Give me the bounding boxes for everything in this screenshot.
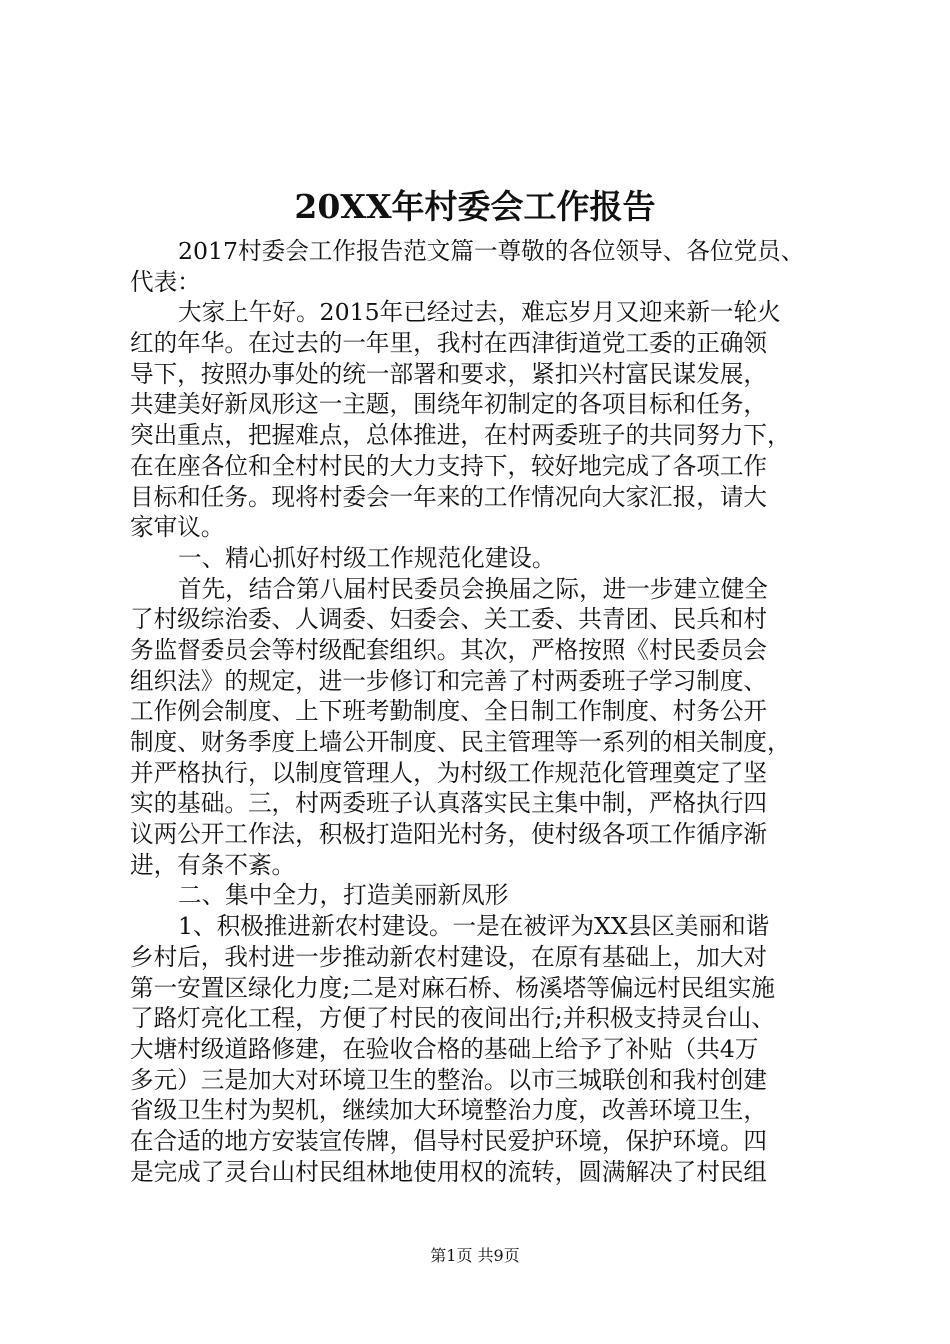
body-line: 突出重点，把握难点，总体推进，在村两委班子的共同努力下， xyxy=(130,421,791,450)
body-line: 代表： xyxy=(130,267,201,296)
body-line: 红的年华。在过去的一年里，我村在西津街道党工委的正确领 xyxy=(130,329,768,358)
body-line: 实的基础。三，村两委班子认真落实民主集中制，严格执行四 xyxy=(130,789,768,818)
body-line: 乡村后，我村进一步推动新农村建设，在原有基础上，加大对 xyxy=(130,942,768,971)
body-line: 议两公开工作法，积极打造阳光村务，使村级各项工作循序渐 xyxy=(130,820,768,849)
page-footer: 第1页 共9页 xyxy=(430,1246,520,1265)
body-line: 多元）三是加大对环境卫生的整治。以市三城联创和我村创建 xyxy=(130,1065,768,1094)
body-line: 了路灯亮化工程，方便了村民的夜间出行;并积极支持灵台山、 xyxy=(130,1004,775,1033)
body-line: 1、积极推进新农村建设。一是在被评为XX县区美丽和谐 xyxy=(178,912,770,941)
body-line: 二、集中全力，打造美丽新凤形 xyxy=(178,881,509,910)
body-line: 2017村委会工作报告范文篇一尊敬的各位领导、各位党员、 xyxy=(178,237,805,265)
body-line: 工作例会制度、上下班考勤制度、全日制工作制度、村务公开 xyxy=(130,697,768,726)
body-line: 组织法》的规定，进一步修订和完善了村两委班子学习制度、 xyxy=(130,666,768,695)
document-body xyxy=(130,236,842,1187)
body-line: 并严格执行，以制度管理人，为村级工作规范化管理奠定了坚 xyxy=(130,758,768,787)
body-line: 一、精心抓好村级工作规范化建设。 xyxy=(178,543,556,572)
body-line: 省级卫生村为契机，继续加大环境整治力度，改善环境卫生， xyxy=(130,1096,768,1125)
body-line: 大塘村级道路修建，在验收合格的基础上给予了补贴（共4万 xyxy=(130,1034,759,1063)
body-line: 共建美好新凤形这一主题，围绕年初制定的各项目标和任务， xyxy=(130,390,768,419)
body-line: 进，有条不紊。 xyxy=(130,850,296,879)
body-line: 大家上午好。2015年已经过去，难忘岁月又迎来新一轮火 xyxy=(178,298,781,327)
body-line: 在合适的地方安装宣传牌，倡导村民爱护环境，保护环境。四 xyxy=(130,1126,768,1155)
body-line: 制度、财务季度上墙公开制度、民主管理等一系列的相关制度， xyxy=(130,728,791,756)
body-line: 了村级综治委、人调委、妇委会、关工委、共青团、民兵和村 xyxy=(130,605,768,634)
document-title: 20XX年村委会工作报告 xyxy=(294,187,656,226)
body-line: 导下，按照办事处的统一部署和要求，紧扣兴村富民谋发展， xyxy=(130,359,768,388)
body-line: 家审议。 xyxy=(130,513,225,542)
body-line: 目标和任务。现将村委会一年来的工作情况向大家汇报，请大 xyxy=(130,482,768,511)
body-line: 第一安置区绿化力度;二是对麻石桥、杨溪塔等偏远村民组实施 xyxy=(130,973,775,1002)
body-line: 首先，结合第八届村民委员会换届之际，进一步建立健全 xyxy=(178,574,768,603)
body-line: 在在座各位和全村村民的大力支持下，较好地完成了各项工作 xyxy=(130,451,768,480)
body-line: 务监督委员会等村级配套组织。其次，严格按照《村民委员会 xyxy=(130,635,768,664)
body-line: 是完成了灵台山村民组林地使用权的流转，圆满解决了村民组 xyxy=(130,1157,768,1186)
